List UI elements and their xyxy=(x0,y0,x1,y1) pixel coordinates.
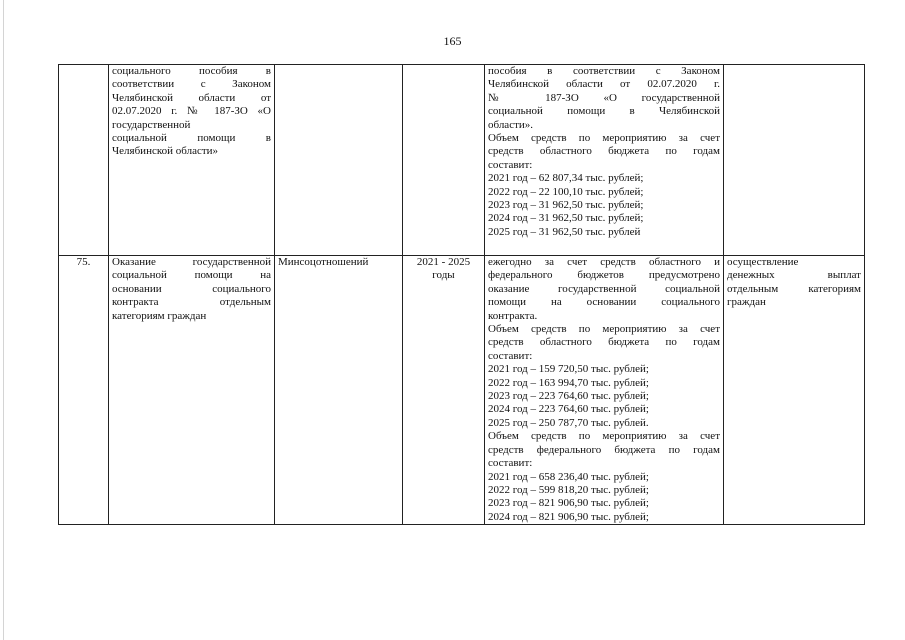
result-cell xyxy=(724,65,865,256)
description-line: пособия в соответствии с Законом xyxy=(488,65,720,77)
measure-name-line: категориям граждан xyxy=(112,309,207,322)
measure-name-cell xyxy=(109,65,275,256)
description-line: 2021 год – 62 807,34 тыс. рублей; xyxy=(488,172,644,185)
measure-name-line: соответствии с Законом xyxy=(112,78,271,91)
description-line: 2022 год – 22 100,10 тыс. рублей; xyxy=(488,185,644,198)
description-line: Объем средств по мероприятию за счет xyxy=(488,323,720,336)
description-line: области». xyxy=(488,118,534,131)
description-line: № 187-ЗО «О государственной xyxy=(488,91,720,104)
description-line: 2021 год – 658 236,40 тыс. рублей; xyxy=(488,470,649,483)
measure-name-line: социальной помощи на xyxy=(112,269,271,282)
measure-name-line: 02.07.2020 г. № 187-ЗО «О xyxy=(112,105,271,118)
result-cell xyxy=(724,256,865,525)
page-edge-line xyxy=(3,0,4,640)
term-line: 2021 - 2025 xyxy=(416,256,471,268)
description-line: помощи на основании социального xyxy=(488,296,720,309)
description-line: средств областного бюджета по годам xyxy=(488,145,720,158)
description-line: составит: xyxy=(488,158,533,171)
description-line: составит: xyxy=(488,349,533,362)
description-line: составит: xyxy=(488,457,533,470)
description-line: Объем средств по мероприятию за счет xyxy=(488,430,720,443)
result-line: отдельным категориям xyxy=(727,282,861,295)
description-line: средств федерального бюджета по годам xyxy=(488,443,720,456)
table-row xyxy=(59,256,865,525)
measure-name-cell xyxy=(109,256,275,525)
measure-name-line: Челябинской области от xyxy=(112,91,271,104)
measure-name-line: государственной xyxy=(112,118,191,131)
result-line: осуществление xyxy=(727,256,799,268)
row-number-cell xyxy=(59,65,109,256)
description-line: федерального бюджетов предусмотрено xyxy=(488,269,720,282)
description-line: 2025 год – 250 787,70 тыс. рублей. xyxy=(488,416,649,429)
page-number: 165 xyxy=(443,34,462,48)
description-cell xyxy=(485,65,724,256)
description-line: 2022 год – 599 818,20 тыс. рублей; xyxy=(488,483,649,496)
description-line: 2023 год – 31 962,50 тыс. рублей; xyxy=(488,199,644,212)
description-cell xyxy=(485,256,724,525)
row-number-cell: 75. xyxy=(59,256,109,525)
measure-name-line: социального пособия в xyxy=(112,65,271,77)
description-line: 2022 год – 163 994,70 тыс. рублей; xyxy=(488,376,649,389)
description-line: контракта. xyxy=(488,309,538,322)
description-line: 2021 год – 159 720,50 тыс. рублей; xyxy=(488,363,649,376)
description-line: средств областного бюджета по годам xyxy=(488,336,720,349)
executor-cell xyxy=(275,65,403,256)
result-line: денежных выплат xyxy=(727,269,861,282)
table-row xyxy=(59,65,865,256)
measure-name-line: Челябинской области» xyxy=(112,145,219,158)
description-line: Челябинской области от 02.07.2020 г. xyxy=(488,78,720,91)
description-line: 2023 год – 821 906,90 тыс. рублей; xyxy=(488,497,649,510)
term-line: годы xyxy=(432,269,455,282)
measure-name-line: контракта отдельным xyxy=(112,296,271,309)
description-line: 2024 год – 31 962,50 тыс. рублей; xyxy=(488,212,644,225)
measures-table xyxy=(58,64,865,525)
term-cell xyxy=(403,65,485,256)
measure-name-line: основании социального xyxy=(112,282,271,295)
description-line: оказание государственной социальной xyxy=(488,282,720,295)
description-line: социальной помощи в Челябинской xyxy=(488,105,720,118)
term-cell xyxy=(403,256,485,525)
result-line: граждан xyxy=(727,296,766,309)
description-line: 2024 год – 821 906,90 тыс. рублей; xyxy=(488,510,649,523)
description-line: 2023 год – 223 764,60 тыс. рублей; xyxy=(488,390,649,403)
measure-name-line: Оказание государственной xyxy=(112,256,271,268)
description-line: 2025 год – 31 962,50 тыс. рублей xyxy=(488,225,641,238)
description-line: ежегодно за счет средств областного и xyxy=(488,256,720,268)
measure-name-line: социальной помощи в xyxy=(112,132,271,145)
description-line: Объем средств по мероприятию за счет xyxy=(488,132,720,145)
executor-cell: Минсоцотношений xyxy=(275,256,403,525)
description-line: 2024 год – 223 764,60 тыс. рублей; xyxy=(488,403,649,416)
